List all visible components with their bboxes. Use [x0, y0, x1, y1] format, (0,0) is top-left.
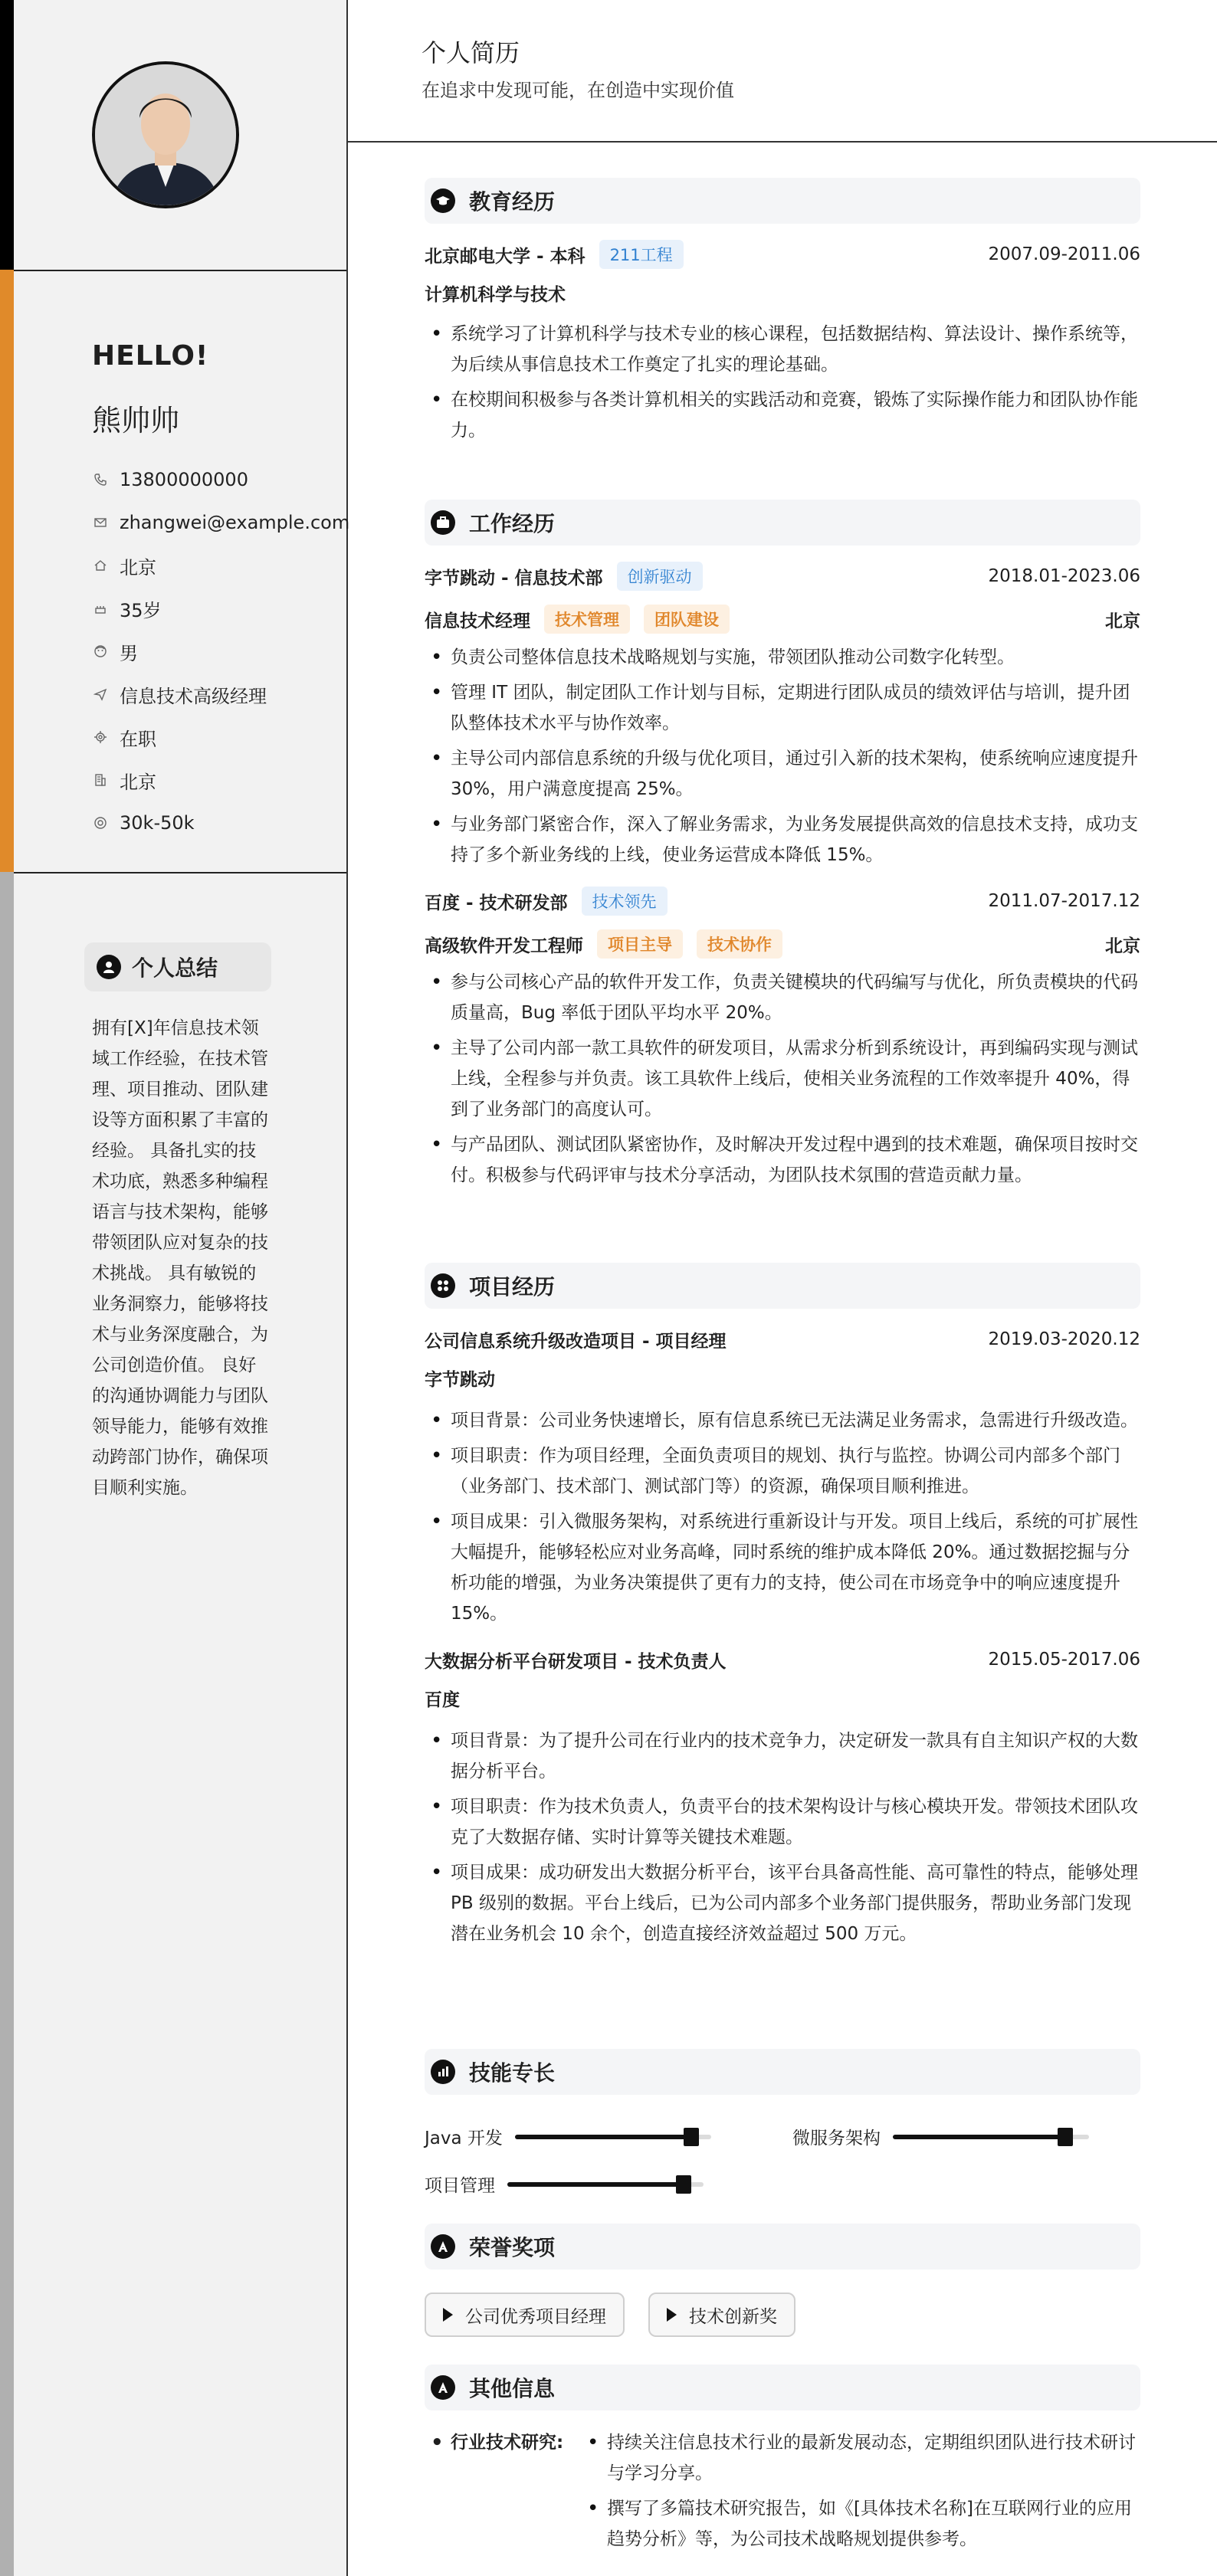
list-item: • 与业务部门紧密合作，深入了解业务需求，为业务发展提供高效的信息技术支持，成功支持了多个新业务线的上线，使业务运营成本降低 15%。: [425, 809, 1140, 870]
summary-title: 个人总结: [132, 955, 218, 981]
skills-section: [425, 2049, 1140, 2095]
education-heading: [425, 178, 1140, 224]
list-item: • 参与公司核心产品的软件开发工作，负责关键模块的代码编写与优化，所负责模块的代码质量高，Bug 率低于团队平均水平 20%。: [425, 967, 1140, 1028]
contact-status: [92, 716, 349, 759]
briefcase-icon: [431, 510, 455, 535]
awards-title: 荣誉奖项: [469, 2235, 556, 2260]
contact-status-value: 在职: [120, 728, 156, 750]
list-item: • 撰写了多篇技术研究报告，如《[具体技术名称]在互联网行业的应用趋势分析》等，为公司技术战略规划提供参考。: [581, 2493, 1140, 2555]
list-item: • 持续关注信息技术行业的最新发展动态，定期组织团队进行技术研讨与学习分享。: [581, 2427, 1140, 2489]
awards-heading: [425, 2224, 1140, 2270]
home-icon: [92, 557, 109, 574]
award-badge: [425, 2293, 625, 2337]
award-badge: [648, 2293, 795, 2337]
skill-name: 微服务架构: [792, 2129, 881, 2148]
play-icon: [443, 2308, 453, 2322]
info-icon: [431, 2375, 455, 2400]
job-city: 北京: [1105, 611, 1140, 631]
coin-icon: [92, 814, 109, 831]
work-heading: [425, 500, 1140, 546]
list-item: • 负责公司整体信息技术战略规划与实施，带领团队推动公司数字化转型。: [425, 642, 1140, 673]
page-subtitle: 在追求中发现可能，在创造中实现价值: [422, 80, 734, 101]
projects-heading: [425, 1263, 1140, 1309]
contact-work-city-value: 北京: [120, 771, 156, 793]
send-icon: [92, 686, 109, 703]
skill-fill: [893, 2135, 1065, 2139]
job-company-tag: 技术领先: [582, 887, 668, 916]
header-divider: [348, 141, 1217, 143]
other-section: [425, 2365, 1140, 2559]
contact-email-value: zhangwei@example.com: [120, 512, 350, 533]
project-org: 百度: [425, 1690, 460, 1710]
contact-age-value: 35岁: [120, 599, 162, 621]
project-row: [425, 1322, 1140, 1356]
job-role: 信息技术经理: [425, 611, 530, 631]
hello-heading: HELLO!: [92, 340, 209, 372]
job-role-row: [425, 602, 1140, 636]
contact-gender: [92, 630, 349, 673]
skill-knob: [1058, 2128, 1073, 2146]
project-bullets: [425, 1405, 1140, 1629]
education-major: 计算机科学与技术: [425, 285, 566, 305]
job-period: 2018.01-2023.06: [988, 566, 1140, 586]
list-item: • 项目成果：成功研发出大数据分析平台，该平台具备高性能、高可靠性的特点，能够处理 PB 级别的数据。平台上线后，已为公司内部多个业务部门提供服务，帮助业务部门发现潜在业务机会 10 余个，创造直接经济效益超过 500 万元。: [425, 1857, 1140, 1949]
skill-item: [792, 2124, 1089, 2149]
project-bullets: [425, 1726, 1140, 1949]
skill-knob: [684, 2128, 699, 2146]
skill-item: [425, 2124, 711, 2149]
contact-salary-value: 30k-50k: [120, 812, 195, 834]
contact-work-city: [92, 759, 349, 801]
school-name: 北京邮电大学 - 本科: [425, 246, 586, 267]
job-tag: 技术协作: [697, 929, 782, 959]
award-icon: [431, 2234, 455, 2259]
education-bullets: [425, 319, 1140, 446]
contact-salary: [92, 801, 349, 844]
list-item: • 项目成果：引入微服务架构，对系统进行重新设计与开发。项目上线后，系统的可扩展性大幅提升，能够轻松应对业务高峰，同时系统的维护成本降低 20%。通过数据挖掘与分析功能的增强，为业务决策提供了更有力的支持，使公司在市场竞争中的响应速度提升 15%。: [425, 1506, 1140, 1629]
user-icon: [97, 955, 121, 979]
summary-heading: [84, 942, 271, 991]
work-section: [425, 500, 1140, 1195]
grid-icon: [431, 1273, 455, 1298]
contact-phone: [92, 458, 349, 501]
job-city: 北京: [1105, 936, 1140, 956]
job-tag: 团队建设: [644, 605, 730, 634]
skill-fill: [507, 2182, 684, 2187]
project-row: [425, 1643, 1140, 1676]
project-name: 公司信息系统升级改造项目 - 项目经理: [425, 1331, 727, 1352]
skill-item: [425, 2171, 704, 2197]
list-item: • 项目背景：公司业务快速增长，原有信息系统已无法满足业务需求，急需进行升级改造。: [425, 1405, 1140, 1436]
contact-phone-value: 13800000000: [120, 469, 248, 490]
skill-slider: [893, 2135, 1089, 2139]
other-title: 其他信息: [469, 2376, 556, 2401]
other-heading: [425, 2365, 1140, 2410]
play-icon: [667, 2308, 677, 2322]
mail-icon: [92, 514, 109, 531]
summary-text: 拥有[X]年信息技术领域工作经验，在技术管理、项目推动、团队建设等方面积累了丰富的经验。 具备扎实的技术功底，熟悉多种编程语言与技术架构，能够带领团队应对复杂的技术挑战。 具有敏锐的业务洞察力，能够将技术与业务深度融合，为公司创造价值。 良好的沟通协调能力与团队领导能力，能够有效推动跨部门协作，确保项目顺利实施。: [92, 1018, 268, 1498]
candidate-name: 熊帅帅: [92, 404, 180, 438]
contact-email: [92, 501, 349, 544]
education-section: [425, 178, 1140, 451]
skill-slider: [507, 2182, 704, 2187]
list-item: • 项目背景：为了提升公司在行业内的技术竞争力，决定研发一款具有自主知识产权的大数据分析平台。: [425, 1726, 1140, 1787]
contact-position-value: 信息技术高级经理: [120, 685, 267, 707]
phone-icon: [92, 471, 109, 488]
avatar: [92, 61, 239, 208]
bar-chart-icon: [431, 2060, 455, 2084]
other-row: [425, 2427, 1140, 2559]
face-icon: [92, 643, 109, 660]
contact-location: [92, 544, 349, 587]
job-row: [425, 884, 1140, 918]
list-item: • 与产品团队、测试团队紧密协作，及时解决开发过程中遇到的技术难题，确保项目按时交付。积极参与代码评审与技术分享活动，为团队技术氛围的营造贡献力量。: [425, 1129, 1140, 1191]
project-period: 2019.03-2020.12: [988, 1329, 1140, 1349]
building-icon: [92, 772, 109, 788]
awards-section: [425, 2224, 1140, 2270]
other-bullets: [581, 2427, 1140, 2559]
job-tag: 技术管理: [544, 605, 630, 634]
contact-age: [92, 587, 349, 630]
contact-location-value: 北京: [120, 556, 156, 578]
sidebar-divider-top: [14, 270, 346, 271]
job-tag: 项目主导: [597, 929, 683, 959]
list-item: • 管理 IT 团队，制定团队工作计划与目标，定期进行团队成员的绩效评估与培训，提升团队整体技术水平与协作效率。: [425, 677, 1140, 739]
school-tag: 211工程: [599, 240, 684, 269]
skill-slider: [515, 2135, 711, 2139]
accent-bar: [0, 0, 14, 2576]
skill-knob: [676, 2175, 691, 2194]
job-company: 字节跳动 - 信息技术部: [425, 568, 603, 588]
skill-name: 项目管理: [425, 2176, 495, 2196]
skills-heading: [425, 2049, 1140, 2095]
page-title: 个人简历: [422, 38, 520, 67]
job-role-row: [425, 927, 1140, 961]
skill-fill: [515, 2135, 691, 2139]
list-item: • 主导公司内部信息系统的升级与优化项目，通过引入新的技术架构，使系统响应速度提升 30%，用户满意度提高 25%。: [425, 743, 1140, 805]
work-title: 工作经历: [469, 511, 556, 536]
list-item: • 在校期间积极参与各类计算机相关的实践活动和竞赛，锻炼了实际操作能力和团队协作能力。: [425, 385, 1140, 446]
job-bullets: [425, 967, 1140, 1191]
main-content: [348, 0, 1217, 2576]
projects-section: [425, 1263, 1140, 1954]
projects-title: 项目经历: [469, 1274, 556, 1299]
project-period: 2015.05-2017.06: [988, 1650, 1140, 1670]
job-company-tag: 创新驱动: [617, 562, 703, 591]
sidebar-divider-bottom: [14, 872, 346, 873]
job-role: 高级软件开发工程师: [425, 936, 583, 956]
education-period: 2007.09-2011.06: [988, 244, 1140, 264]
project-org: 字节跳动: [425, 1370, 495, 1390]
list-item: • 项目职责：作为技术负责人，负责平台的技术架构设计与核心模块开发。带领技术团队攻克了大数据存储、实时计算等关键技术难题。: [425, 1791, 1140, 1853]
award-label: 技术创新奖: [689, 2306, 777, 2327]
award-label: 公司优秀项目经理: [465, 2306, 606, 2327]
other-label-item: • 行业技术研究:: [431, 2431, 564, 2454]
job-period: 2011.07-2017.12: [988, 891, 1140, 911]
job-row: [425, 559, 1140, 593]
job-bullets: [425, 642, 1140, 870]
other-label: 行业技术研究:: [451, 2433, 564, 2453]
job-company: 百度 - 技术研发部: [425, 893, 568, 913]
list-item: • 主导了公司内部一款工具软件的研发项目，从需求分析到系统设计，再到编码实现与测试上线，全程参与并负责。该工具软件上线后，使相关业务流程的工作效率提升 40%，得到了业务部门的高度认可。: [425, 1033, 1140, 1125]
list-item: • 项目职责：作为项目经理，全面负责项目的规划、执行与监控。协调公司内部多个部门（业务部门、技术部门、测试部门等）的资源，确保项目顺利推进。: [425, 1440, 1140, 1502]
cake-icon: [92, 600, 109, 617]
project-name: 大数据分析平台研发项目 - 技术负责人: [425, 1651, 727, 1672]
education-title: 教育经历: [469, 189, 556, 215]
gear-icon: [92, 729, 109, 746]
list-item: • 系统学习了计算机科学与技术专业的核心课程，包括数据结构、算法设计、操作系统等，为后续从事信息技术工作奠定了扎实的理论基础。: [425, 319, 1140, 380]
skills-title: 技能专长: [469, 2060, 556, 2086]
education-row: [425, 238, 1140, 271]
contact-list: [92, 458, 349, 844]
contact-gender-value: 男: [120, 642, 138, 664]
sidebar: [0, 0, 348, 2576]
skill-name: Java 开发: [425, 2129, 503, 2148]
graduation-cap-icon: [431, 188, 455, 213]
contact-position: [92, 673, 349, 716]
